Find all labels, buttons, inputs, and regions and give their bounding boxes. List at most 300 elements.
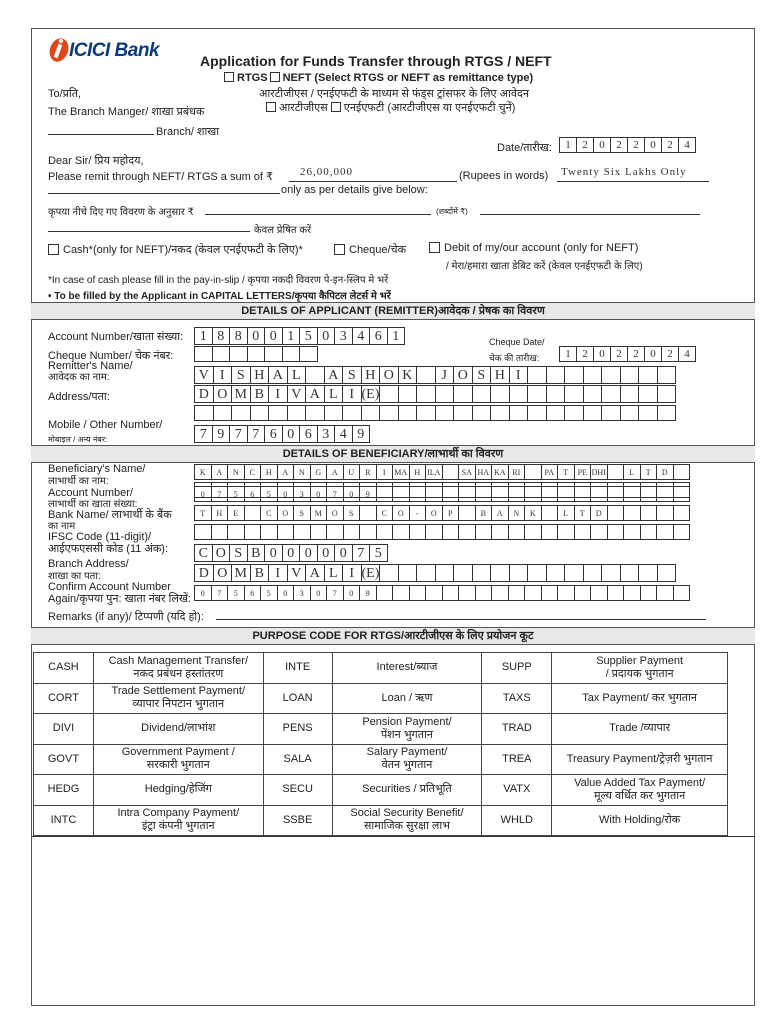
char-box [305, 366, 325, 384]
bank-name-line2[interactable] [194, 524, 689, 540]
char-box: B [250, 385, 270, 403]
char-box: (E) [361, 566, 380, 581]
empty-box [310, 524, 328, 540]
address-line1[interactable] [194, 385, 675, 403]
capital-note: • To be filled by the Applicant in CAPITAL LETTERS/कृपया कैपिटल लेटर्स मे भरें [48, 291, 391, 302]
char-box [416, 385, 436, 403]
char-box [607, 505, 625, 521]
rtgs-hindi-checkbox[interactable] [266, 102, 276, 112]
amount-field[interactable] [289, 181, 457, 182]
purpose-code: CORT [34, 683, 94, 714]
char-box [673, 505, 691, 521]
char-box: I [213, 366, 233, 384]
purpose-code: DIVI [34, 714, 94, 745]
char-box: S [343, 505, 361, 521]
char-box: I [376, 464, 394, 480]
icici-logo-icon [47, 36, 69, 64]
char-box: N [293, 464, 311, 480]
char-box [509, 564, 529, 582]
char-box [564, 385, 584, 403]
empty-box [435, 405, 455, 421]
hindi-rtgs-label: आरटीजीएस [279, 102, 328, 114]
purpose-description: Cash Management Transfer/ नकद प्रबंधन हस्तांतरण [93, 653, 263, 684]
char-box: 0 [310, 585, 328, 601]
char-box [620, 564, 640, 582]
purpose-description: Salary Payment/ वेतन भुगतान [332, 744, 482, 775]
bank-name-label1: Bank Name/ लाभार्थी के बैंक [48, 509, 172, 521]
purpose-code: CASH [34, 653, 94, 684]
purpose-description: Value Added Tax Payment/ मूल्य वर्धित कर भुगतान [552, 775, 728, 806]
empty-box [268, 405, 288, 421]
char-box: I [342, 385, 362, 403]
purpose-code: PENS [263, 714, 332, 745]
amount-value: 26,00,000 [300, 166, 353, 178]
char-box [442, 464, 460, 480]
char-box: 7 [229, 425, 248, 443]
rtgs-checkbox[interactable] [224, 72, 234, 82]
char-box: M [231, 385, 251, 403]
char-box: 2 [576, 137, 594, 153]
empty-box [527, 405, 547, 421]
empty-box [299, 346, 318, 362]
char-box: 8 [229, 327, 248, 345]
char-box: 8 [212, 327, 231, 345]
char-box [623, 505, 641, 521]
char-box: I [342, 564, 362, 582]
char-box: 0 [310, 486, 328, 502]
branch-address-field[interactable] [194, 564, 675, 582]
char-box [442, 486, 460, 502]
char-box [508, 585, 526, 601]
char-box [398, 385, 418, 403]
char-box [524, 464, 542, 480]
char-box: V [287, 385, 307, 403]
char-box: 9 [359, 585, 377, 601]
char-box [541, 486, 559, 502]
empty-box [212, 346, 231, 362]
char-box: (E) [361, 387, 380, 402]
purpose-row [34, 683, 728, 714]
cheque-no-label: Cheque Number/ चेक नंबर: [48, 350, 174, 362]
branch-field[interactable] [48, 134, 154, 135]
ifsc-label2: आईएफएससी कोड (11 अंक): [48, 543, 169, 555]
purpose-description: Hedging/हेजिंग [93, 775, 263, 806]
purpose-code: SECU [263, 775, 332, 806]
char-box: O [277, 505, 295, 521]
purpose-code: LOAN [263, 683, 332, 714]
cheque-date-label2: चेक की तारीख: [489, 353, 540, 363]
char-box [638, 385, 658, 403]
char-box [524, 585, 542, 601]
char-box: 0 [644, 346, 662, 362]
branch-address-label1: Branch Address/ [48, 558, 129, 570]
amount-words-field[interactable] [557, 181, 709, 182]
char-box: 2 [661, 346, 679, 362]
char-box: A [277, 464, 295, 480]
empty-box [557, 524, 575, 540]
purpose-code: SSBE [263, 805, 332, 836]
purpose-description: Tax Payment/ कर भुगतान [552, 683, 728, 714]
char-box [509, 385, 529, 403]
address-label: Address/पता: [48, 391, 110, 403]
remitter-name-field[interactable] [194, 366, 675, 384]
purpose-code: TREA [482, 744, 552, 775]
char-box: 4 [352, 327, 371, 345]
char-box: 0 [334, 544, 353, 562]
empty-box [546, 405, 566, 421]
empty-box [601, 405, 621, 421]
char-box: I [509, 366, 529, 384]
empty-box [379, 405, 399, 421]
beneficiary-name-label1: Beneficiary's Name/ [48, 463, 146, 475]
beneficiary-section-title: DETAILS OF BENEFICIARY/लाभार्थी का विवरण [31, 445, 755, 463]
char-box [607, 486, 625, 502]
char-box [623, 486, 641, 502]
char-box [583, 366, 603, 384]
char-box: 4 [334, 425, 353, 443]
neft-hindi-checkbox[interactable] [331, 102, 341, 112]
char-box: 6 [244, 585, 262, 601]
empty-box [508, 524, 526, 540]
char-box: - [409, 505, 427, 521]
char-box [546, 385, 566, 403]
beneficiary-name-field[interactable] [194, 464, 689, 480]
ifsc-field[interactable] [194, 544, 387, 562]
char-box: 4 [678, 346, 696, 362]
char-box: 0 [282, 544, 301, 562]
char-box: H [211, 505, 229, 521]
purpose-description: Securities / प्रतिभूति [332, 775, 482, 806]
capital-note-text: To be filled by the Applicant in CAPITAL LETTERS/कृपया कैपिटल लेटर्स मे भरें [54, 291, 391, 302]
char-box [435, 385, 455, 403]
char-box: 7 [194, 425, 213, 443]
char-box: O [379, 366, 399, 384]
char-box: 3 [293, 585, 311, 601]
empty-box [442, 524, 460, 540]
char-box [623, 585, 641, 601]
char-box: O [392, 505, 410, 521]
char-box [475, 585, 493, 601]
empty-box [305, 405, 325, 421]
char-box: A [491, 505, 509, 521]
char-box [409, 585, 427, 601]
confirm-label2: Again/कृपया पुन: खाता नंबर लिखें: [48, 593, 191, 605]
char-box [657, 385, 677, 403]
debit-option [429, 242, 638, 254]
cheque-date-field[interactable] [559, 346, 695, 362]
empty-box [194, 405, 214, 421]
char-box [574, 486, 592, 502]
purpose-description: With Holding/रोक [552, 805, 728, 836]
purpose-code-table [33, 652, 728, 836]
char-box: 0 [277, 486, 295, 502]
char-box: O [213, 564, 233, 582]
char-box [472, 564, 492, 582]
char-box: 7 [326, 585, 344, 601]
empty-box [607, 524, 625, 540]
mobile-label2: मोबाइल / अन्य नंबर: [48, 435, 108, 444]
char-box: 1 [559, 137, 577, 153]
hindi-neft-label: एनईएफटी (आरटीजीएस या एनईएफटी चुनें) [343, 102, 516, 114]
char-box [607, 464, 625, 480]
char-box: 3 [334, 327, 353, 345]
remarks-field[interactable] [216, 619, 706, 620]
char-box [442, 585, 460, 601]
char-box: U [343, 464, 361, 480]
char-box [416, 366, 436, 384]
char-box: B [247, 544, 266, 562]
char-box: C [244, 464, 262, 480]
char-box [640, 505, 658, 521]
purpose-description: Trade /व्यापार [552, 714, 728, 745]
purpose-code: GOVT [34, 744, 94, 775]
char-box [541, 585, 559, 601]
remittance-type-line [224, 72, 533, 84]
char-box: M [310, 505, 328, 521]
char-box [527, 564, 547, 582]
char-box [601, 366, 621, 384]
purpose-description: Dividend/लाभांश [93, 714, 263, 745]
char-box: H [260, 464, 278, 480]
char-box: O [453, 366, 473, 384]
char-box: 1 [282, 327, 301, 345]
to-label: To/प्रति, [48, 88, 82, 100]
char-box: B [475, 505, 493, 521]
char-box: 0 [194, 585, 212, 601]
char-box: PA [541, 464, 559, 480]
bank-name-field[interactable] [194, 505, 689, 521]
empty-box [326, 524, 344, 540]
cheque-date-label1: Cheque Date/ [489, 337, 545, 347]
beneficiary-account-field[interactable] [194, 486, 689, 502]
empty-box [213, 405, 233, 421]
date-label: Date/तारीख: [497, 142, 552, 154]
form-title: Application for Funds Transfer through RTGS / NEFT [200, 53, 552, 69]
char-box [546, 366, 566, 384]
cash-label: Cash*(only for NEFT)/नकद (केवल एनईएफटी के लिए)* [63, 244, 303, 256]
char-box [425, 585, 443, 601]
empty-box [398, 405, 418, 421]
empty-box [620, 405, 640, 421]
char-box: 7 [211, 585, 229, 601]
neft-checkbox[interactable] [270, 72, 280, 82]
char-box: C [260, 505, 278, 521]
empty-box [590, 524, 608, 540]
empty-box [211, 524, 229, 540]
char-box: A [326, 464, 344, 480]
char-box: SA [458, 464, 476, 480]
char-box: 2 [627, 346, 645, 362]
purpose-row [34, 775, 728, 806]
empty-box [227, 524, 245, 540]
purpose-code: SALA [263, 744, 332, 775]
char-box [640, 585, 658, 601]
char-box [557, 486, 575, 502]
char-box [673, 486, 691, 502]
branch-label: Branch/ शाखा [156, 126, 220, 138]
char-box [392, 585, 410, 601]
char-box [607, 585, 625, 601]
char-box [359, 505, 377, 521]
char-box: L [324, 385, 344, 403]
char-box: ILA [425, 464, 443, 480]
purpose-row [34, 805, 728, 836]
beneficiary-name-label2: लाभार्थी का नाम: [48, 476, 109, 487]
empty-box [409, 524, 427, 540]
char-box: 7 [326, 486, 344, 502]
amount-words-value: Twenty Six Lakhs Only [561, 166, 687, 178]
empty-box [277, 524, 295, 540]
char-box [527, 366, 547, 384]
char-box [546, 564, 566, 582]
cash-note: *In case of cash please fill in the pay-in-slip / कृपया नकदी विवरण पे-इन-स्लिप मे भरें [48, 275, 389, 286]
empty-box [673, 524, 691, 540]
empty-box [564, 405, 584, 421]
remitter-name-label1: Remitter's Name/ [48, 360, 133, 372]
ben-account-label2: लाभार्थी का खाता संख्या: [48, 499, 138, 510]
char-box [453, 564, 473, 582]
hindi-words-field[interactable] [480, 214, 700, 215]
char-box: A [324, 366, 344, 384]
char-box [601, 564, 621, 582]
char-box [409, 486, 427, 502]
char-box: 1 [387, 327, 406, 345]
purpose-code: SUPP [482, 653, 552, 684]
char-box: PE [574, 464, 592, 480]
purpose-description: Interest/ब्याज [332, 653, 482, 684]
char-box: O [213, 385, 233, 403]
char-box [425, 486, 443, 502]
remitter-account-field[interactable] [194, 327, 404, 345]
purpose-description: Government Payment / सरकारी भुगतान [93, 744, 263, 775]
char-box: 0 [264, 544, 283, 562]
char-box: 0 [299, 544, 318, 562]
empty-box [638, 405, 658, 421]
char-box: 7 [211, 486, 229, 502]
char-box [638, 564, 658, 582]
purpose-code: WHLD [482, 805, 552, 836]
char-box [656, 505, 674, 521]
char-box: S [229, 544, 248, 562]
char-box: 3 [293, 486, 311, 502]
char-box [524, 486, 542, 502]
char-box [590, 486, 608, 502]
char-box: V [287, 564, 307, 582]
date-field[interactable] [559, 137, 695, 153]
char-box: 2 [627, 137, 645, 153]
empty-box [491, 524, 509, 540]
cash-checkbox[interactable] [48, 244, 59, 255]
mobile-label1: Mobile / Other Number/ [48, 419, 163, 431]
cheque-number-field[interactable] [194, 346, 317, 362]
char-box [490, 385, 510, 403]
char-box [640, 486, 658, 502]
char-box: L [287, 366, 307, 384]
char-box [491, 585, 509, 601]
char-box: 7 [247, 425, 266, 443]
hindi-cont-field[interactable] [48, 231, 250, 232]
char-box [472, 385, 492, 403]
cash-option [48, 242, 303, 257]
char-box: 0 [194, 486, 212, 502]
char-box [574, 585, 592, 601]
char-box: 2 [576, 346, 594, 362]
empty-box [342, 405, 362, 421]
cheque-checkbox[interactable] [334, 244, 345, 255]
char-box [601, 385, 621, 403]
empty-box [453, 405, 473, 421]
char-box: A [305, 564, 325, 582]
char-box: 0 [264, 327, 283, 345]
char-box: S [293, 505, 311, 521]
char-box [590, 585, 608, 601]
debit-checkbox[interactable] [429, 242, 440, 253]
char-box [475, 486, 493, 502]
empty-box [293, 524, 311, 540]
empty-box [287, 405, 307, 421]
neft-option: NEFT (Select RTGS or NEFT as remittance type) [282, 72, 534, 84]
char-box [376, 585, 394, 601]
char-box [583, 564, 603, 582]
char-box: 6 [244, 486, 262, 502]
char-box: A [211, 464, 229, 480]
char-box: C [194, 544, 213, 562]
char-box: D [194, 385, 214, 403]
hindi-amount-field[interactable] [205, 214, 431, 215]
empty-box [475, 524, 493, 540]
char-box: 0 [282, 425, 301, 443]
purpose-code: HEDG [34, 775, 94, 806]
address-line2[interactable] [194, 405, 675, 421]
hindi-options [266, 100, 515, 115]
char-box [620, 385, 640, 403]
char-box: A [305, 385, 325, 403]
char-box [657, 564, 677, 582]
empty-box [260, 524, 278, 540]
empty-box [361, 405, 381, 421]
empty-box [392, 524, 410, 540]
char-box: H [490, 366, 510, 384]
hindi-only: केवल प्रेषित करें [254, 225, 312, 236]
char-box: DHI [590, 464, 608, 480]
char-box: 0 [593, 346, 611, 362]
purpose-description: Intra Company Payment/ इंट्रा कंपनी भुगतान [93, 805, 263, 836]
char-box: 2 [610, 346, 628, 362]
empty-box [416, 405, 436, 421]
char-box [656, 585, 674, 601]
empty-box [623, 524, 641, 540]
char-box [453, 385, 473, 403]
empty-box [264, 346, 283, 362]
mobile-field[interactable] [194, 425, 369, 443]
amount-words-cont[interactable] [48, 193, 280, 194]
char-box: L [557, 505, 575, 521]
char-box: D [194, 564, 214, 582]
char-box [583, 385, 603, 403]
purpose-row [34, 653, 728, 684]
confirm-label1: Confirm Account Number [48, 581, 171, 593]
empty-box [425, 524, 443, 540]
debit-hindi: / मेरा/हमारा खाता डेबिट करें (केवल एनईएफटी के लिए) [446, 261, 643, 272]
char-box: L [324, 564, 344, 582]
empty-box [282, 346, 301, 362]
char-box: 9 [352, 425, 371, 443]
char-box [392, 486, 410, 502]
branch-address-label2: शाखा का पता: [48, 571, 101, 582]
confirm-account-field[interactable] [194, 585, 689, 601]
purpose-section-title: PURPOSE CODE FOR RTGS/आरटीजीएस के लिए प्रयोजन कूट [31, 627, 755, 645]
char-box: 6 [369, 327, 388, 345]
